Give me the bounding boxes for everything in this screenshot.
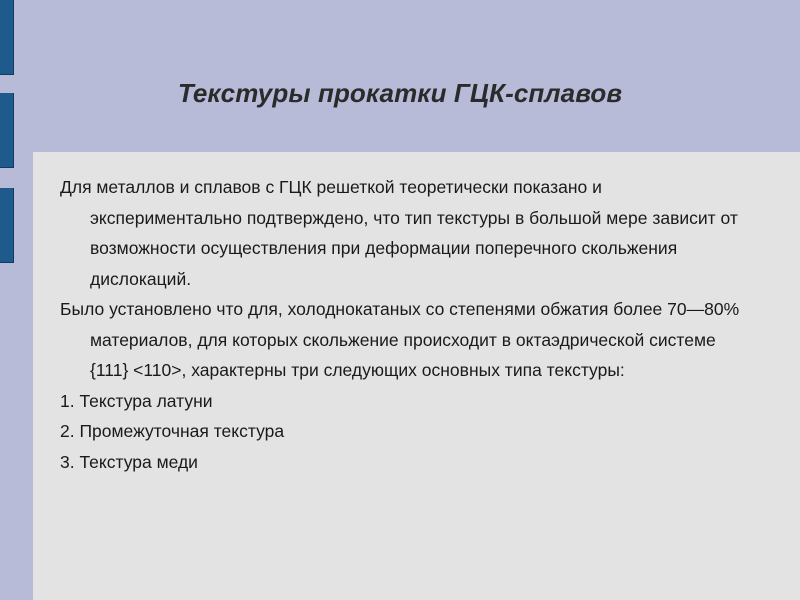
list-item: 3. Текстура меди xyxy=(60,451,198,472)
paragraph-2: Было установлено что для, холоднокатаных со степенями обжатия более 70—80% материалов, для которых скольжение происходит в октаэдрической системе {111} <110>, характерны три следующих основных типа текстуры: xyxy=(60,299,740,380)
slide-body xyxy=(60,172,750,477)
slide-title: Текстуры прокатки ГЦК-сплавов xyxy=(177,78,623,108)
list-item: 2. Промежуточная текстура xyxy=(60,421,285,441)
decorative-bar-3 xyxy=(0,188,14,263)
decorative-bar-1 xyxy=(0,0,14,75)
list-item: 1. Текстура латуни xyxy=(60,390,213,411)
paragraph-1: Для металлов и сплавов с ГЦК решеткой теоретически показано и экспериментально подтверждено, что тип текстуры в большой мере зависит от возможности осуществления при деформации поперечного скольжения дислокаций. xyxy=(60,177,738,289)
